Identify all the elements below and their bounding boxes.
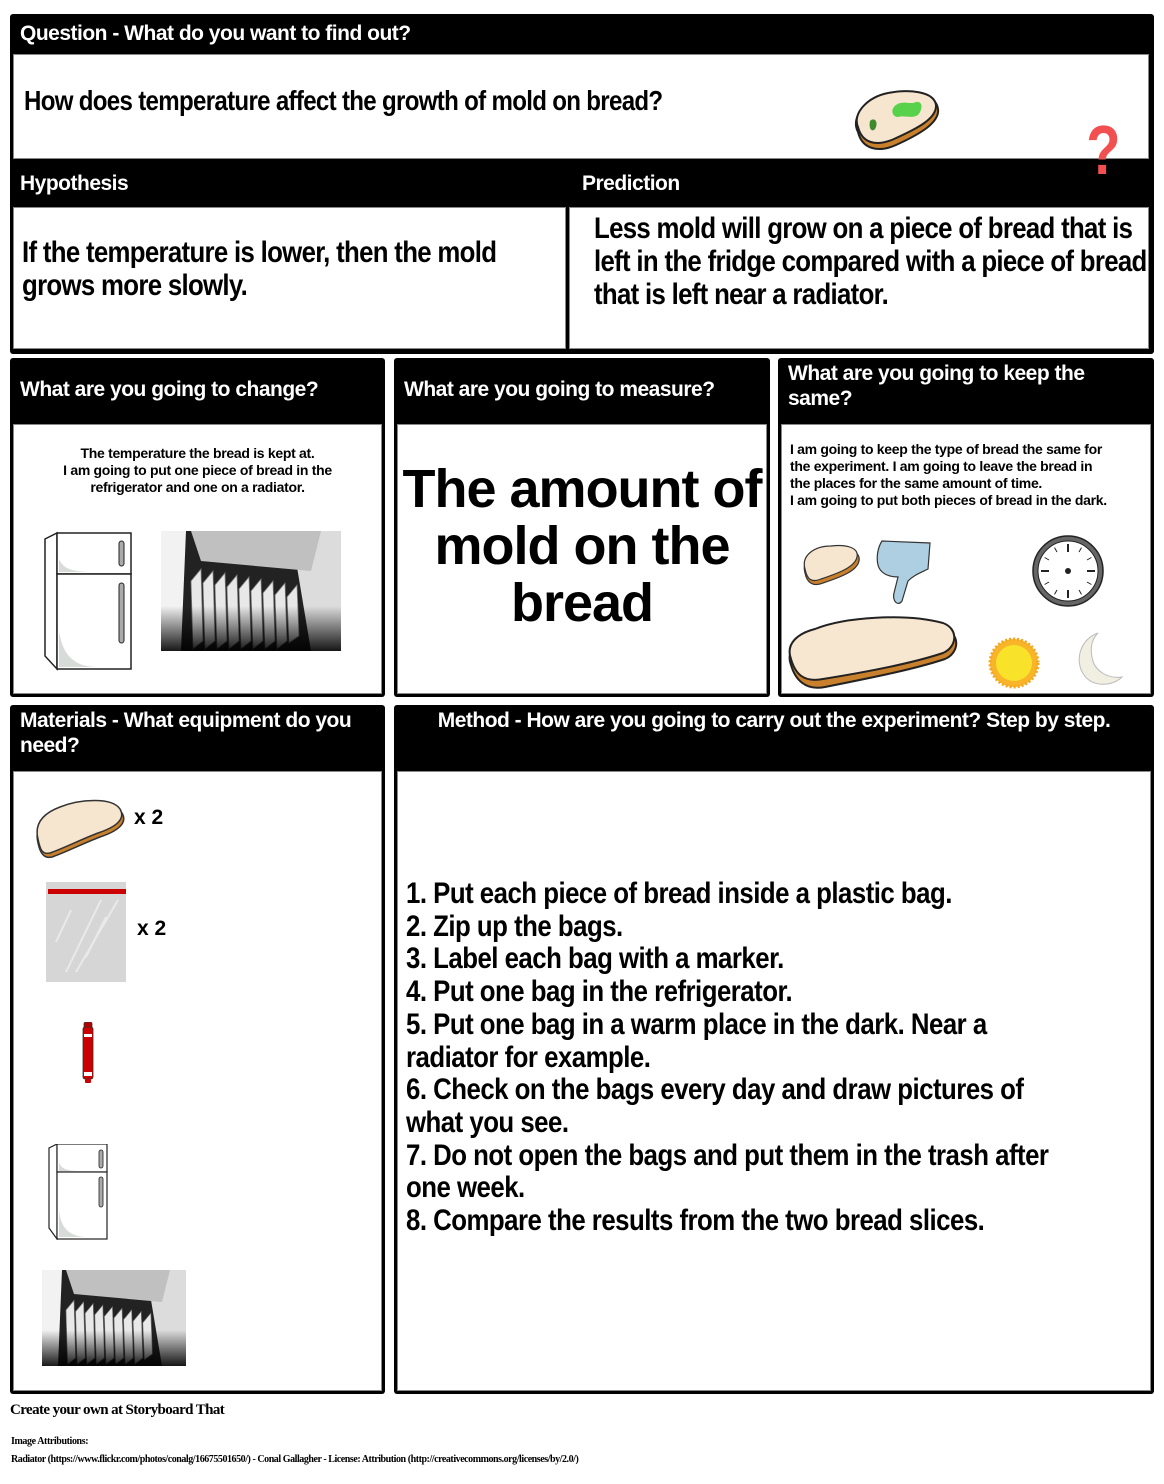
hypothesis-text: If the temperature is lower, then the mold grows more slowly. xyxy=(22,236,497,302)
refrigerator-icon xyxy=(43,531,133,671)
keep-same-header-text xyxy=(788,361,1085,411)
marker-icon xyxy=(81,1022,95,1084)
bread-slice-icon xyxy=(34,799,126,863)
method-step: 2. Zip up the bags. xyxy=(406,909,623,943)
materials-header-text: Materials - What equipment do you need? xyxy=(20,709,352,757)
measure-line: The amount of xyxy=(402,459,762,519)
question-header-text: Question - What do you want to find out? xyxy=(20,22,411,45)
method-panel xyxy=(394,705,1154,1394)
thumbs-down-icon xyxy=(874,537,934,607)
change-text xyxy=(14,445,381,496)
method-step: 4. Put one bag in the refrigerator. xyxy=(406,975,793,1009)
storyboard-that-link[interactable]: Create your own at Storyboard That xyxy=(10,1402,225,1418)
change-line: refrigerator and one on a radiator. xyxy=(90,479,305,495)
method-steps-list xyxy=(406,878,1060,1238)
prediction-header: Prediction xyxy=(582,172,680,195)
question-mark-icon: ? xyxy=(1086,111,1121,189)
question-text: How does temperature affect the growth of mold on bread? xyxy=(24,85,663,116)
materials-body xyxy=(13,771,382,1391)
radiator-photo xyxy=(42,1270,186,1366)
image-attributions-label: Image Attributions: xyxy=(11,1436,89,1447)
measure-line: bread xyxy=(510,573,654,633)
refrigerator-icon xyxy=(47,1144,109,1240)
change-line: I am going to put one piece of bread in the xyxy=(63,462,332,478)
hypothesis-body xyxy=(13,207,566,349)
keep-same-body xyxy=(781,424,1151,694)
clock-icon xyxy=(1031,534,1105,608)
method-step: 6. Check on the bags every day and draw pictures of what you see. xyxy=(406,1073,1024,1139)
change-header-text: What are you going to change? xyxy=(20,378,319,401)
measure-line: mold on the xyxy=(434,516,730,576)
change-panel xyxy=(10,358,385,697)
small-bread-icon xyxy=(801,543,863,587)
change-header xyxy=(10,358,385,424)
keep-same-header xyxy=(778,358,1154,424)
change-line: The temperature the bread is kept at. xyxy=(80,445,315,461)
hypothesis-header: Hypothesis xyxy=(20,172,129,195)
prediction-body xyxy=(569,207,1149,349)
method-step: 5. Put one bag in a warm place in the dark. Near a radiator for example. xyxy=(406,1007,987,1074)
radiator-photo xyxy=(161,531,341,651)
keep-same-line: I am going to keep the type of bread the same for xyxy=(790,441,1103,457)
keep-same-line: the places for the same amount of time. xyxy=(790,475,1043,491)
keep-same-header-line: What are you going to keep the xyxy=(788,362,1085,385)
moon-icon xyxy=(1072,631,1124,687)
prediction-text: Less mold will grow on a piece of bread that is left in the fridge compared with a piece of bread that is left near a radiator. xyxy=(594,212,1147,311)
moldy-bread-icon xyxy=(848,87,940,155)
keep-same-line: I am going to put both pieces of bread in the dark. xyxy=(790,492,1107,508)
keep-same-line: the experiment. I am going to leave the bread in xyxy=(790,458,1093,474)
method-step: 1. Put each piece of bread inside a plastic bag. xyxy=(406,877,952,910)
materials-panel xyxy=(10,705,385,1394)
measure-header xyxy=(394,358,770,424)
change-body xyxy=(13,424,382,694)
question-hypothesis-panel xyxy=(10,14,1154,354)
plastic-bag-icon xyxy=(46,882,126,982)
method-body xyxy=(397,771,1151,1391)
method-step: 3. Label each bag with a marker. xyxy=(406,942,784,976)
measure-header-text: What are you going to measure? xyxy=(404,378,715,401)
method-header xyxy=(394,705,1154,771)
bag-quantity: x 2 xyxy=(137,917,167,940)
method-step: 8. Compare the results from the two bread slices. xyxy=(406,1204,985,1238)
image-attribution-text: Radiator (https://www.flickr.com/photos/conalg/16675501650/) - Conal Gallagher - License: Attribution (http://creativecommons.org/licenses/by/2.0/) xyxy=(11,1454,579,1465)
keep-same-text xyxy=(790,441,1142,509)
large-bread-icon xyxy=(785,613,961,691)
materials-header xyxy=(10,705,385,771)
measure-text xyxy=(398,461,766,632)
keep-same-header-line: same? xyxy=(788,387,853,410)
keep-same-panel xyxy=(778,358,1154,697)
method-header-text: Method - How are you going to carry out the experiment? Step by step. xyxy=(437,709,1111,732)
sun-icon xyxy=(988,637,1040,689)
bread-quantity: x 2 xyxy=(134,806,164,829)
measure-body xyxy=(397,424,767,694)
method-step: 7. Do not open the bags and put them in the trash after one week. xyxy=(406,1138,1049,1205)
measure-panel xyxy=(394,358,770,697)
